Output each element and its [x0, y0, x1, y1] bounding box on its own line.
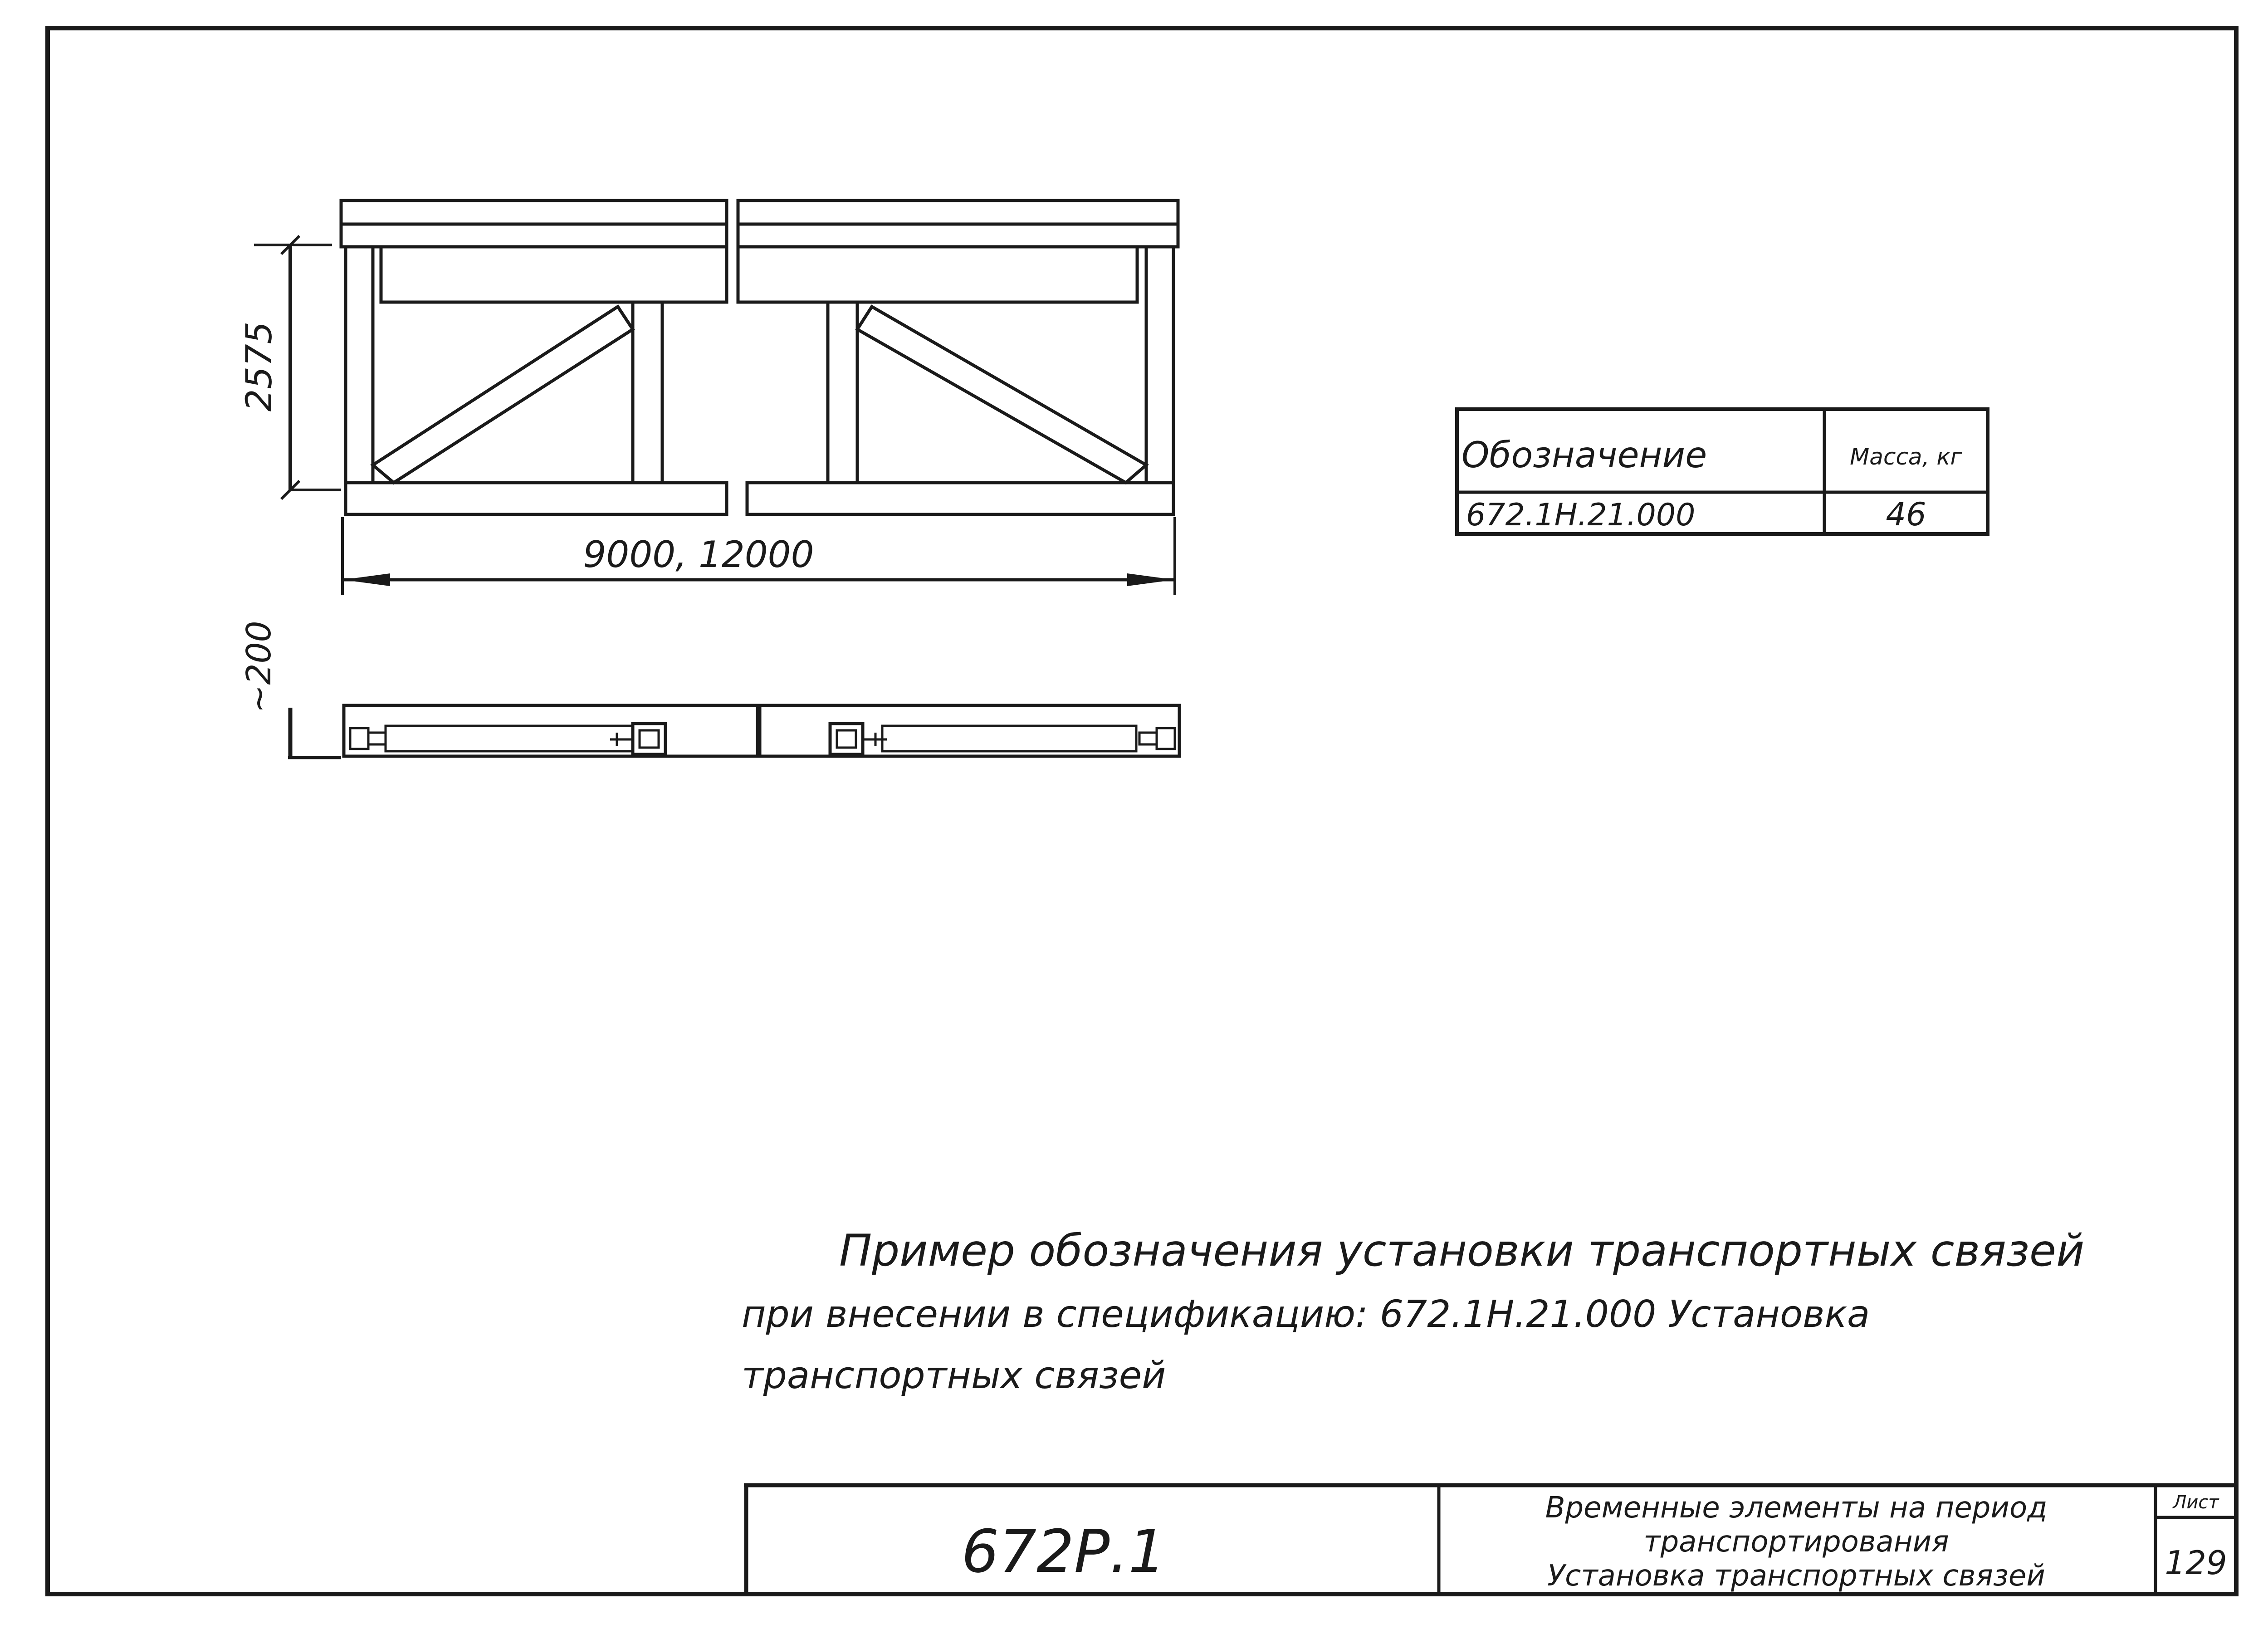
- diagonal-brace-right: [857, 307, 1146, 483]
- diagonal-brace-left: [373, 307, 633, 483]
- length-dimension-label: 9000, 12000: [583, 533, 814, 576]
- plan-strip-right: [760, 705, 1179, 756]
- end-post-left: [346, 247, 373, 483]
- depth-dimension: [288, 708, 341, 758]
- plan-node-right-end: [1157, 728, 1175, 749]
- title-block-line-3: Установка транспортных связей: [1547, 1559, 2045, 1593]
- inner-panel-left: [381, 247, 727, 302]
- title-block-sheet-number: 129: [2165, 1544, 2227, 1582]
- table-header-designation: Обозначение: [1461, 435, 1707, 476]
- top-chord-left: [341, 201, 727, 224]
- height-dimension-label: 2575: [239, 321, 280, 412]
- title-block-line-1: Временные элементы на период: [1545, 1491, 2048, 1525]
- inner-panel-right: [738, 247, 1137, 302]
- plan-node-left-mid: [633, 724, 665, 754]
- note-line-2: при внесении в спецификацию: 672.1Н.21.000 Установка: [742, 1293, 1870, 1336]
- table-row-mass: 46: [1886, 496, 1926, 533]
- upper-beam-left: [341, 224, 727, 247]
- plan-view: [344, 705, 1179, 756]
- front-view: [341, 201, 1178, 514]
- mid-post-right: [828, 302, 857, 483]
- title-block-line-2: транспортирования: [1643, 1525, 1949, 1559]
- plan-strip-left: [344, 705, 758, 756]
- upper-beam-right: [738, 224, 1178, 247]
- bottom-chord-right: [747, 483, 1173, 514]
- table-row-designation: 672.1Н.21.000: [1466, 497, 1696, 533]
- depth-dimension-label: ~200: [240, 621, 279, 713]
- table-header-mass: Масса, кг: [1850, 444, 1962, 470]
- title-block-code: 672Р.1: [961, 1517, 1166, 1586]
- end-post-right: [1146, 247, 1173, 483]
- bottom-chord-left: [346, 483, 727, 514]
- top-chord-right: [738, 201, 1178, 224]
- plan-node-left-end: [350, 728, 368, 749]
- title-block-sheet-label: Лист: [2173, 1492, 2219, 1513]
- plan-node-right-mid: [830, 724, 863, 754]
- note-line-3: транспортных связей: [742, 1354, 1166, 1397]
- note-line-1: Пример обозначения установки транспортных связей: [839, 1225, 2085, 1276]
- mid-post-left: [633, 302, 662, 483]
